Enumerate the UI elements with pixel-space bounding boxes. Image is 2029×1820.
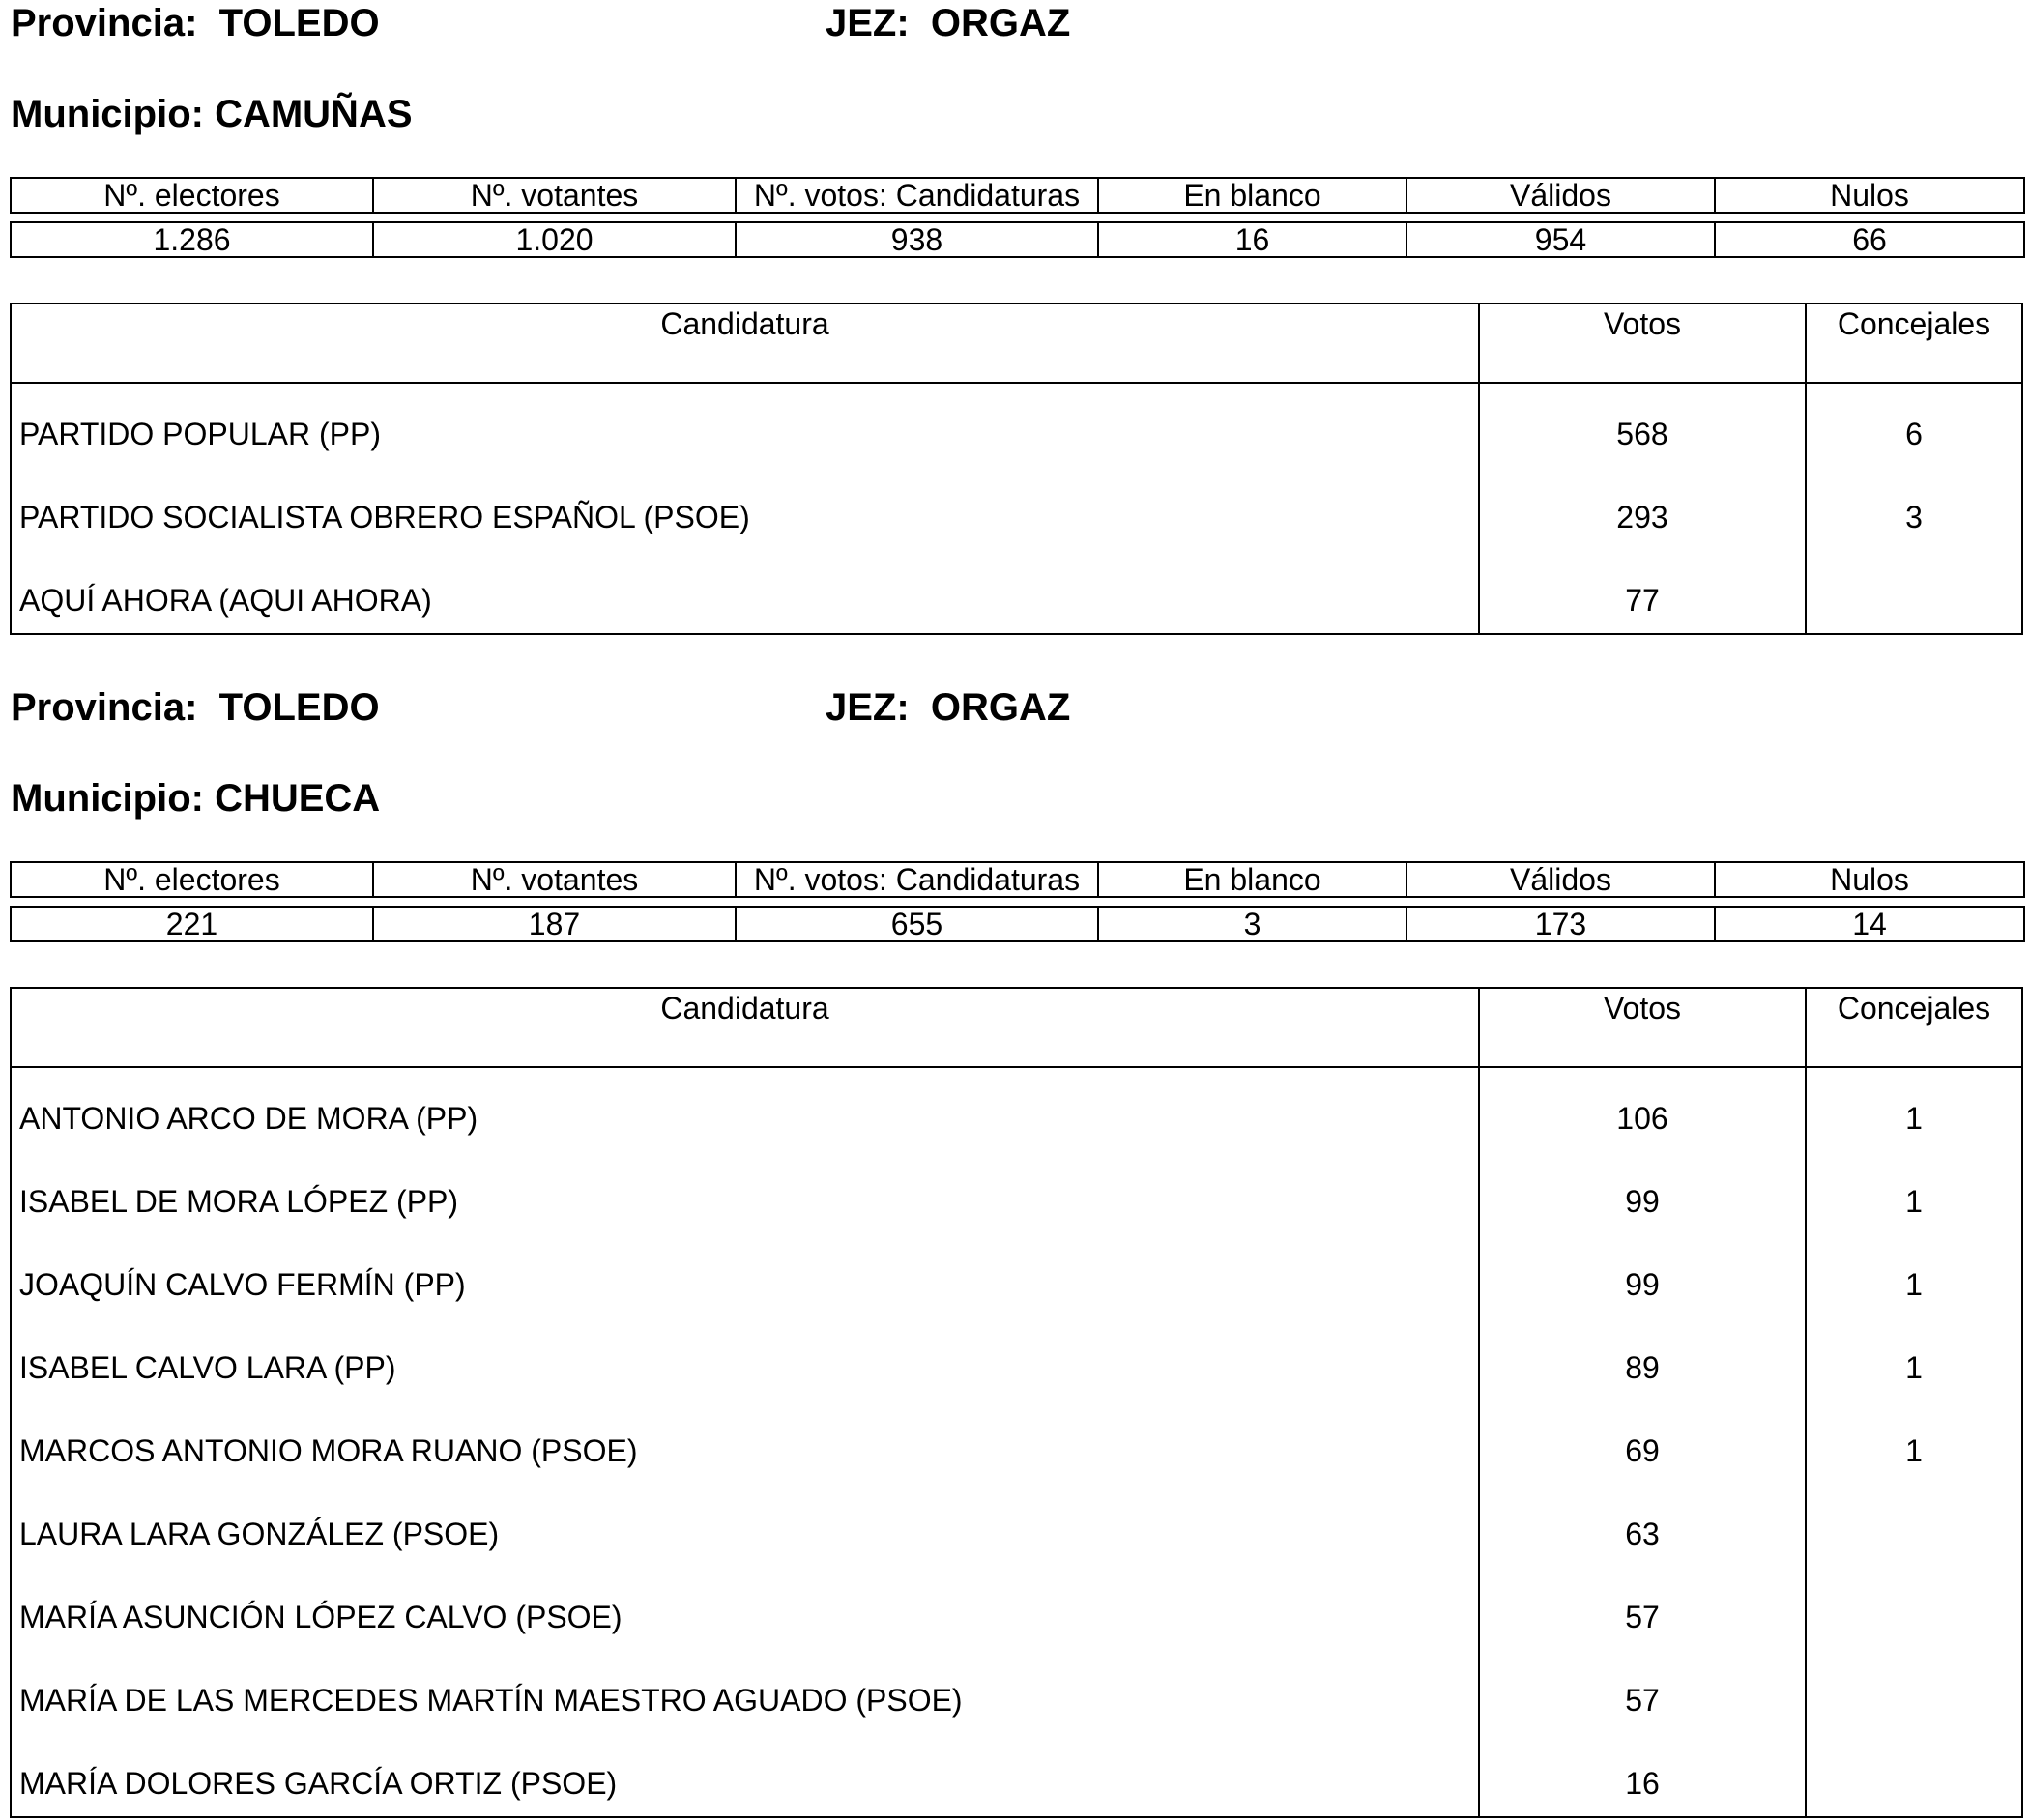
concejales-value (1807, 1650, 2021, 1733)
candidatura-name: MARÍA ASUNCIÓN LÓPEZ CALVO (PSOE) (12, 1567, 1480, 1650)
summary-value-row (11, 907, 2024, 941)
concejales-value: 3 (1905, 499, 1923, 534)
provincia-heading: Provincia: TOLEDO (11, 2, 380, 44)
table-row (12, 1317, 2021, 1401)
candidatura-name: ISABEL DE MORA LÓPEZ (PP) (12, 1151, 1480, 1234)
candidatura-name: ANTONIO ARCO DE MORA (PP) (12, 1068, 1480, 1151)
summary-table (10, 177, 2025, 258)
summary-table (10, 861, 2025, 942)
candidatura-name: JOAQUÍN CALVO FERMÍN (PP) (12, 1234, 1480, 1317)
summary-header-cell: En blanco (1098, 178, 1406, 213)
table-row (12, 550, 2021, 633)
concejales-value (1807, 1484, 2021, 1567)
candidatura-name: MARÍA DE LAS MERCEDES MARTÍN MAESTRO AGUADO (PSOE) (12, 1650, 1480, 1733)
concejales-value: 1 (1905, 1349, 1923, 1385)
table-row (12, 1068, 2021, 1151)
candidatura-name: ISABEL CALVO LARA (PP) (12, 1317, 1480, 1401)
concejales-header: Concejales (1837, 306, 1991, 341)
candidaturas-header-row (12, 989, 2021, 1068)
summary-value-cell: 173 (1406, 907, 1715, 941)
summary-value-cell: 938 (736, 222, 1098, 257)
votos-value: 57 (1480, 1567, 1807, 1650)
candidatura-name: PARTIDO POPULAR (PP) (12, 384, 1480, 467)
summary-header-cell: Nº. votantes (373, 862, 736, 897)
summary-value-cell: 221 (11, 907, 373, 941)
summary-header-row (11, 862, 2024, 897)
votos-value: 57 (1480, 1650, 1807, 1733)
votos-value: 99 (1480, 1234, 1807, 1317)
votos-value: 16 (1480, 1733, 1807, 1816)
candidaturas-table (10, 303, 2023, 635)
candidatura-header: Candidatura (12, 304, 1480, 382)
summary-value-cell: 1.020 (373, 222, 736, 257)
concejales-value: 1 (1905, 1183, 1923, 1219)
summary-header-cell: Nulos (1715, 178, 2024, 213)
candidaturas-header-row (12, 304, 2021, 384)
concejales-value (1807, 550, 2021, 633)
jez-heading: JEZ: ORGAZ (826, 2, 1071, 44)
concejales-value (1807, 1733, 2021, 1816)
votos-value: 89 (1480, 1317, 1807, 1401)
table-row (12, 1151, 2021, 1234)
candidaturas-table (10, 987, 2023, 1818)
votos-value: 106 (1480, 1068, 1807, 1151)
concejales-value: 1 (1905, 1432, 1923, 1468)
summary-value-cell: 14 (1715, 907, 2024, 941)
votos-value: 77 (1480, 550, 1807, 633)
candidatura-name: LAURA LARA GONZÁLEZ (PSOE) (12, 1484, 1480, 1567)
municipio-heading: Municipio: CAMUÑAS (11, 93, 413, 135)
summary-value-cell: 16 (1098, 222, 1406, 257)
concejales-value: 1 (1905, 1100, 1923, 1136)
votos-value: 568 (1480, 384, 1807, 467)
candidatura-name: AQUÍ AHORA (AQUI AHORA) (12, 550, 1480, 633)
summary-header-cell: Nº. electores (11, 862, 373, 897)
summary-header-cell: En blanco (1098, 862, 1406, 897)
candidatura-name: MARCOS ANTONIO MORA RUANO (PSOE) (12, 1401, 1480, 1484)
summary-header-cell: Nº. votos: Candidaturas (736, 178, 1098, 213)
summary-value-cell: 187 (373, 907, 736, 941)
concejales-value: 6 (1905, 416, 1923, 451)
votos-value: 293 (1480, 467, 1807, 550)
summary-value-row (11, 222, 2024, 257)
table-row (12, 384, 2021, 467)
summary-header-cell: Nulos (1715, 862, 2024, 897)
summary-value-cell: 954 (1406, 222, 1715, 257)
votos-value: 99 (1480, 1151, 1807, 1234)
table-row (12, 1567, 2021, 1650)
summary-header-cell: Válidos (1406, 862, 1715, 897)
provincia-heading: Provincia: TOLEDO (11, 686, 380, 729)
table-row (12, 1234, 2021, 1317)
municipio-heading: Municipio: CHUECA (11, 777, 381, 820)
table-row (12, 1733, 2021, 1816)
candidatura-header: Candidatura (12, 989, 1480, 1066)
table-row (12, 1401, 2021, 1484)
jez-heading: JEZ: ORGAZ (826, 686, 1071, 729)
summary-header-cell: Nº. votantes (373, 178, 736, 213)
summary-header-cell: Nº. electores (11, 178, 373, 213)
votos-value: 69 (1480, 1401, 1807, 1484)
votos-value: 63 (1480, 1484, 1807, 1567)
summary-header-cell: Válidos (1406, 178, 1715, 213)
summary-header-cell: Nº. votos: Candidaturas (736, 862, 1098, 897)
concejales-value (1807, 1567, 2021, 1650)
concejales-header: Concejales (1837, 991, 1991, 1026)
votos-header: Votos (1480, 304, 1807, 382)
candidatura-name: MARÍA DOLORES GARCÍA ORTIZ (PSOE) (12, 1733, 1480, 1816)
table-row (12, 467, 2021, 550)
summary-header-row (11, 178, 2024, 213)
summary-value-cell: 655 (736, 907, 1098, 941)
candidatura-name: PARTIDO SOCIALISTA OBRERO ESPAÑOL (PSOE) (12, 467, 1480, 550)
table-row (12, 1650, 2021, 1733)
votos-header: Votos (1480, 989, 1807, 1066)
summary-value-cell: 66 (1715, 222, 2024, 257)
concejales-value: 1 (1905, 1266, 1923, 1302)
summary-value-cell: 3 (1098, 907, 1406, 941)
table-row (12, 1484, 2021, 1567)
summary-value-cell: 1.286 (11, 222, 373, 257)
